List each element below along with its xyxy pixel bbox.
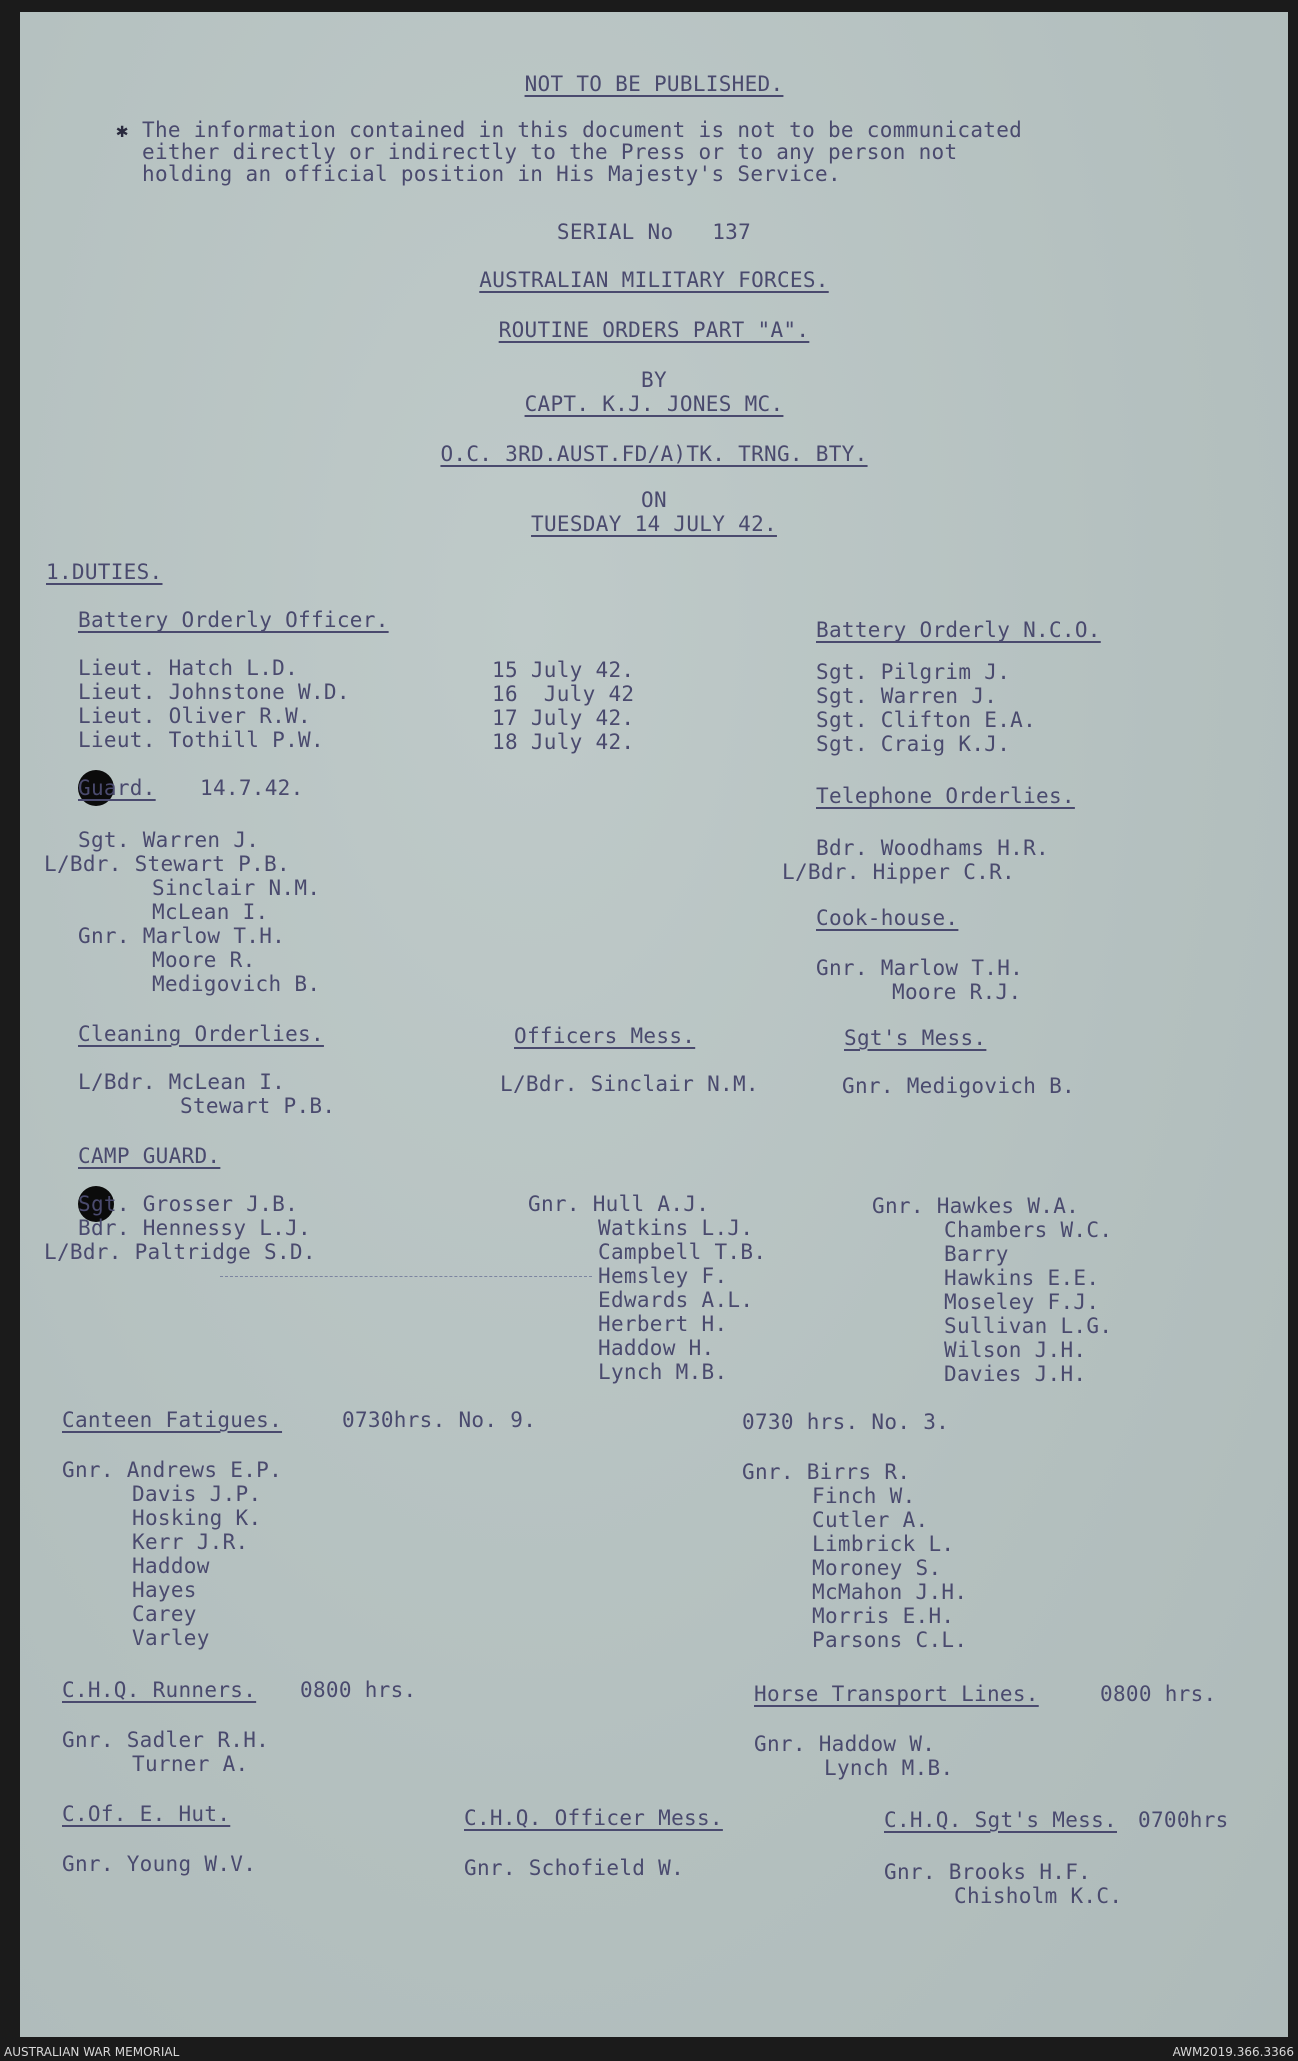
- document-page: [20, 12, 1288, 2037]
- telephone-orderly: L/Bdr. Hipper C.R.: [782, 860, 1015, 884]
- orderly-officer-date: 17 July 42.: [492, 706, 635, 730]
- guard-member: L/Bdr. Stewart P.B.: [44, 852, 290, 876]
- canteen-member: Morris E.H.: [812, 1604, 955, 1628]
- camp-guard-member: Campbell T.B.: [598, 1240, 767, 1264]
- faint-dashed-line: [220, 1276, 592, 1277]
- guard-heading: Guard.: [78, 776, 156, 800]
- horse-transport-member: Gnr. Haddow W.: [754, 1732, 936, 1756]
- orderly-nco-name: Sgt. Craig K.J.: [816, 732, 1011, 756]
- asterisk-mark: ✱: [116, 118, 129, 142]
- telephone-heading: Telephone Orderlies.: [816, 784, 1075, 808]
- camp-guard-member: Barry: [944, 1242, 1009, 1266]
- horse-transport-time: 0800 hrs.: [1100, 1682, 1217, 1706]
- chq-runner: Gnr. Sadler R.H.: [62, 1728, 270, 1752]
- duties-heading: 1.DUTIES.: [46, 560, 163, 584]
- orderly-officer-name: Lieut. Tothill P.W.: [78, 728, 324, 752]
- camp-guard-member: Edwards A.L.: [598, 1288, 754, 1312]
- orderly-officer-date: 15 July 42.: [492, 658, 635, 682]
- camp-guard-member: Herbert H.: [598, 1312, 728, 1336]
- chq-sgts-mess-time: 0700hrs: [1138, 1808, 1229, 1832]
- orderly-officer-heading: Battery Orderly Officer.: [78, 608, 389, 632]
- guard-member: Medigovich B.: [152, 972, 321, 996]
- canteen-right-time: 0730 hrs. No. 3.: [742, 1410, 950, 1434]
- order-date: TUESDAY 14 JULY 42.: [531, 512, 777, 536]
- orderly-officer-date: 16 July 42: [492, 682, 635, 706]
- sgts-mess-member: Gnr. Medigovich B.: [842, 1074, 1075, 1098]
- guard-member: McLean I.: [152, 900, 269, 924]
- canteen-member: Hosking K.: [132, 1506, 262, 1530]
- cleaning-member: Stewart P.B.: [180, 1094, 336, 1118]
- canteen-member: Hayes: [132, 1578, 197, 1602]
- chq-officer-mess-heading: C.H.Q. Officer Mess.: [464, 1806, 723, 1830]
- canteen-member: Gnr. Andrews E.P.: [62, 1458, 283, 1482]
- canteen-member: Limbrick L.: [812, 1532, 955, 1556]
- canteen-member: Haddow: [132, 1554, 210, 1578]
- orderly-nco-name: Sgt. Clifton E.A.: [816, 708, 1037, 732]
- orderly-nco-name: Sgt. Pilgrim J.: [816, 660, 1011, 684]
- orderly-officer-date: 18 July 42.: [492, 730, 635, 754]
- guard-member: Sinclair N.M.: [152, 876, 321, 900]
- canteen-member: Carey: [132, 1602, 197, 1626]
- orderly-officer-name: Lieut. Hatch L.D.: [78, 656, 299, 680]
- orderly-officer-name: Lieut. Oliver R.W.: [78, 704, 311, 728]
- orderly-nco-name: Sgt. Warren J.: [816, 684, 998, 708]
- telephone-orderly: Bdr. Woodhams H.R.: [816, 836, 1049, 860]
- on-line: ON: [641, 488, 667, 512]
- notice-line-3: holding an official position in His Majesty's Service.: [142, 162, 841, 186]
- cleaning-heading: Cleaning Orderlies.: [78, 1022, 324, 1046]
- canteen-heading: Canteen Fatigues.: [62, 1408, 283, 1432]
- chq-sgts-mess-member: Gnr. Brooks H.F.: [884, 1860, 1092, 1884]
- orderly-officer-name: Lieut. Johnstone W.D.: [78, 680, 350, 704]
- camp-guard-member: Sgt. Grosser J.B.: [78, 1192, 299, 1216]
- canteen-member: Moroney S.: [812, 1556, 942, 1580]
- serial-number: SERIAL No 137: [556, 220, 752, 244]
- camp-guard-member: Davies J.H.: [944, 1362, 1087, 1386]
- camp-guard-member: Gnr. Hull A.J.: [528, 1192, 710, 1216]
- cookhouse-member: Moore R.J.: [892, 980, 1022, 1004]
- footer-accession: AWM2019.366.3366: [1172, 2045, 1294, 2059]
- officers-mess-heading: Officers Mess.: [514, 1024, 696, 1048]
- chq-sgts-mess-member: Chisholm K.C.: [954, 1884, 1123, 1908]
- canteen-member: Finch W.: [812, 1484, 916, 1508]
- cofe-hut-member: Gnr. Young W.V.: [62, 1852, 257, 1876]
- canteen-member: Cutler A.: [812, 1508, 929, 1532]
- guard-member: Moore R.: [152, 948, 256, 972]
- camp-guard-member: Watkins L.J.: [598, 1216, 754, 1240]
- chq-officer-mess-member: Gnr. Schofield W.: [464, 1856, 685, 1880]
- canteen-member: McMahon J.H.: [812, 1580, 968, 1604]
- issuing-officer: CAPT. K.J. JONES MC.: [524, 392, 784, 416]
- officers-mess-member: L/Bdr. Sinclair N.M.: [500, 1072, 759, 1096]
- orderly-nco-heading: Battery Orderly N.C.O.: [816, 618, 1101, 642]
- camp-guard-member: Moseley F.J.: [944, 1290, 1100, 1314]
- notice-line-2: either directly or indirectly to the Press or to any person not: [142, 140, 958, 164]
- canteen-left-time: 0730hrs. No. 9.: [342, 1408, 537, 1432]
- sgts-mess-heading: Sgt's Mess.: [844, 1026, 987, 1050]
- camp-guard-heading: CAMP GUARD.: [78, 1144, 221, 1168]
- chq-runners-time: 0800 hrs.: [300, 1678, 417, 1702]
- camp-guard-member: Lynch M.B.: [598, 1360, 728, 1384]
- horse-transport-heading: Horse Transport Lines.: [754, 1682, 1039, 1706]
- cleaning-member: L/Bdr. McLean I.: [78, 1070, 286, 1094]
- unit-name: O.C. 3RD.AUST.FD/A)TK. TRNG. BTY.: [440, 442, 868, 466]
- chq-runners-heading: C.H.Q. Runners.: [62, 1678, 257, 1702]
- canteen-member: Davis J.P.: [132, 1482, 262, 1506]
- horse-transport-member: Lynch M.B.: [824, 1756, 954, 1780]
- canteen-member: Gnr. Birrs R.: [742, 1460, 911, 1484]
- cookhouse-heading: Cook-house.: [816, 906, 959, 930]
- orders-heading: ROUTINE ORDERS PART "A".: [498, 318, 810, 342]
- camp-guard-member: Haddow H.: [598, 1336, 715, 1360]
- camp-guard-member: Wilson J.H.: [944, 1338, 1087, 1362]
- canteen-member: Parsons C.L.: [812, 1628, 968, 1652]
- canteen-member: Kerr J.R.: [132, 1530, 249, 1554]
- camp-guard-member: Hawkins E.E.: [944, 1266, 1100, 1290]
- guard-member: Gnr. Marlow T.H.: [78, 924, 286, 948]
- notice-line-1: The information contained in this document is not to be communicated: [142, 118, 1023, 142]
- guard-member: Sgt. Warren J.: [78, 828, 260, 852]
- forces-heading: AUSTRALIAN MILITARY FORCES.: [479, 268, 829, 292]
- footer-institution: AUSTRALIAN WAR MEMORIAL: [4, 2045, 180, 2059]
- chq-runner: Turner A.: [132, 1752, 249, 1776]
- cofe-hut-heading: C.Of. E. Hut.: [62, 1802, 231, 1826]
- camp-guard-member: L/Bdr. Paltridge S.D.: [44, 1240, 316, 1264]
- camp-guard-member: Hemsley F.: [598, 1264, 728, 1288]
- chq-sgts-mess-heading: C.H.Q. Sgt's Mess.: [884, 1808, 1117, 1832]
- by-line: BY: [641, 368, 667, 392]
- camp-guard-member: Sullivan L.G.: [944, 1314, 1113, 1338]
- camp-guard-member: Chambers W.C.: [944, 1218, 1113, 1242]
- canteen-member: Varley: [132, 1626, 210, 1650]
- not-published-heading: NOT TO BE PUBLISHED.: [524, 72, 784, 96]
- camp-guard-member: Bdr. Hennessy L.J.: [78, 1216, 311, 1240]
- cookhouse-member: Gnr. Marlow T.H.: [816, 956, 1024, 980]
- camp-guard-member: Gnr. Hawkes W.A.: [872, 1194, 1080, 1218]
- guard-date: 14.7.42.: [200, 776, 304, 800]
